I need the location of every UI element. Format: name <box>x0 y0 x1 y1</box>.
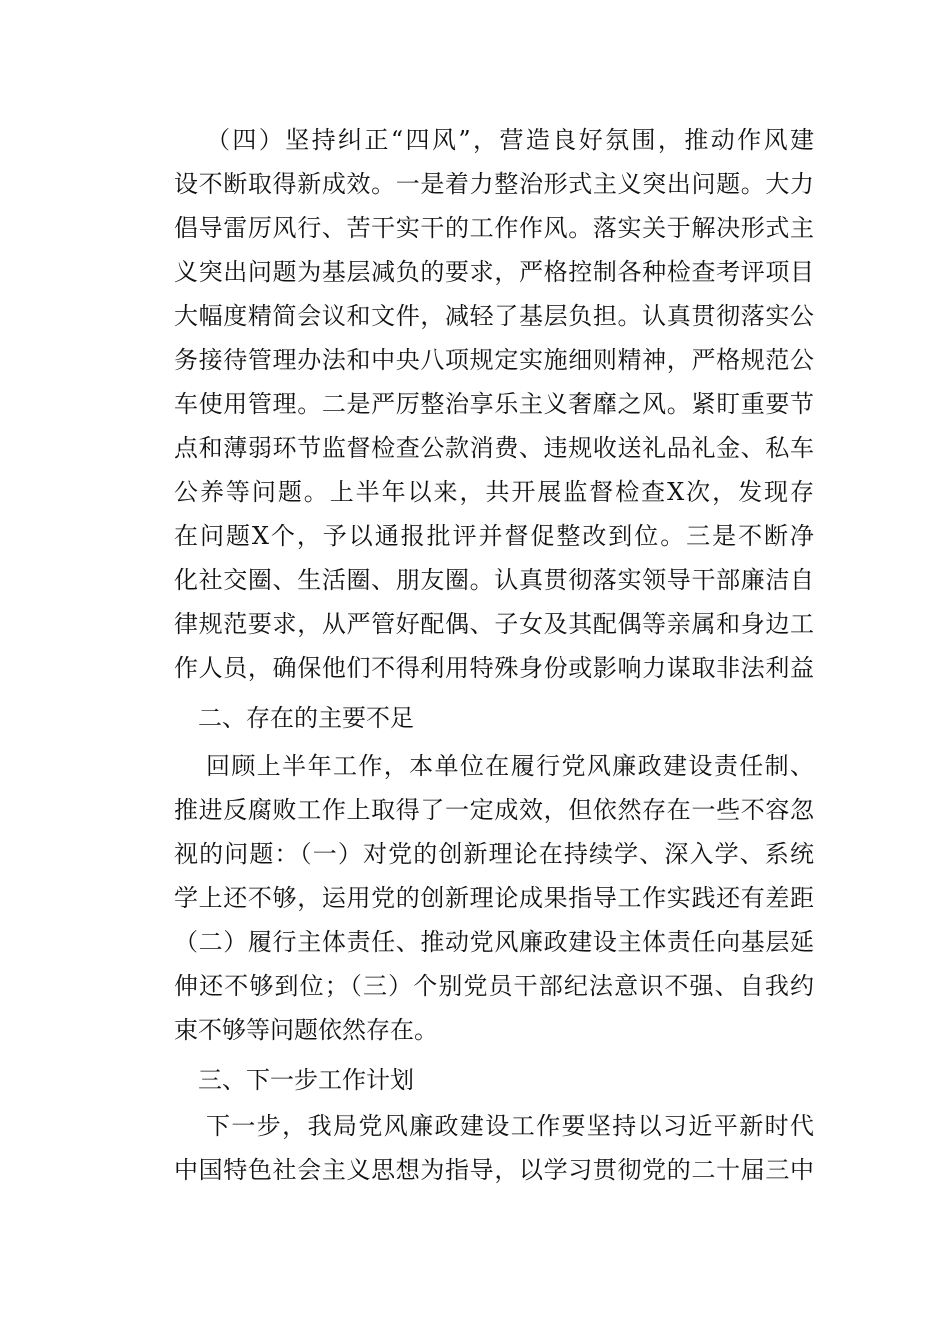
paragraph-line: 在问题X个，予以通报批评并督促整改到位。三是不断净 <box>174 522 814 550</box>
paragraph-line: 学上还不够，运用党的创新理论成果指导工作实践还有差距 <box>174 884 814 912</box>
paragraph-line: 作人员，确保他们不得利用特殊身份或影响力谋取非法利益 <box>174 654 814 682</box>
paragraph-line: 视的问题：（一）对党的创新理论在持续学、深入学、系统 <box>174 840 814 868</box>
paragraph-line: 中国特色社会主义思想为指导，以学习贯彻党的二十届三中 <box>174 1156 814 1184</box>
section-heading: 三、下一步工作计划 <box>198 1066 414 1094</box>
paragraph-line: 律规范要求，从严管好配偶、子女及其配偶等亲属和身边工 <box>174 610 814 638</box>
paragraph-line: 化社交圈、生活圈、朋友圈。认真贯彻落实领导干部廉洁自 <box>174 566 814 594</box>
paragraph-line: 束不够等问题依然存在。 <box>174 1016 438 1044</box>
paragraph-line: 点和薄弱环节监督检查公款消费、违规收送礼品礼金、私车 <box>174 434 814 462</box>
paragraph-line: 设不断取得新成效。一是着力整治形式主义突出问题。大力 <box>174 170 814 198</box>
paragraph-line: （四）坚持纠正“四风”，营造良好氛围，推动作风建 <box>206 126 814 154</box>
paragraph-line: （二）履行主体责任、推动党风廉政建设主体责任向基层延 <box>174 928 814 956</box>
paragraph-line: 推进反腐败工作上取得了一定成效，但依然存在一些不容忽 <box>174 796 814 824</box>
paragraph-line: 大幅度精简会议和文件，减轻了基层负担。认真贯彻落实公 <box>174 302 814 330</box>
paragraph-line: 伸还不够到位；（三）个别党员干部纪法意识不强、自我约 <box>174 972 814 1000</box>
section-heading: 二、存在的主要不足 <box>198 704 414 732</box>
paragraph-line: 倡导雷厉风行、苦干实干的工作作风。落实关于解决形式主 <box>174 214 814 242</box>
paragraph-line: 下一步，我局党风廉政建设工作要坚持以习近平新时代 <box>206 1112 814 1140</box>
paragraph-line: 公养等问题。上半年以来，共开展监督检查X次，发现存 <box>174 478 814 506</box>
paragraph-line: 义突出问题为基层减负的要求，严格控制各种检查考评项目 <box>174 258 814 286</box>
paragraph-line: 回顾上半年工作，本单位在履行党风廉政建设责任制、 <box>206 752 814 780</box>
paragraph-line: 车使用管理。二是严厉整治享乐主义奢靡之风。紧盯重要节 <box>174 390 814 418</box>
paragraph-line: 务接待管理办法和中央八项规定实施细则精神，严格规范公 <box>174 346 814 374</box>
